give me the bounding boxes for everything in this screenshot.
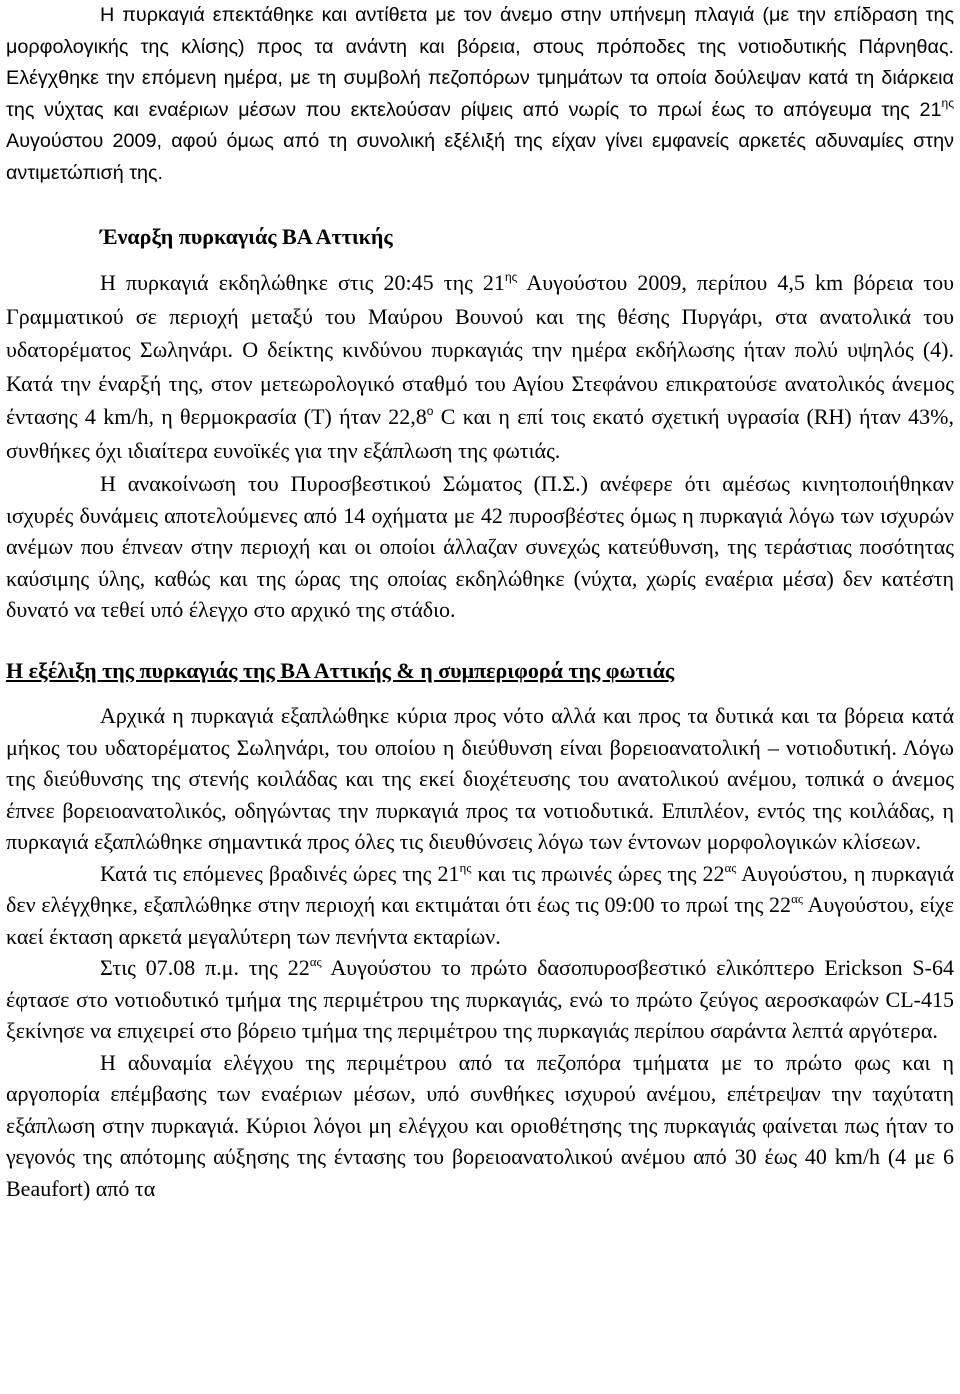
superscript-ordinal: ας [309,954,322,969]
section-heading-fire-evolution: Η εξέλιξη της πυρκαγιάς της ΒΑ Αττικής & η συμπεριφορά της φωτιάς [6,657,675,683]
paragraph-fire-spread: Η πυρκαγιά επεκτάθηκε και αντίθετα με τον άνεμο στην υπήνεμη πλαγιά (με την επίδραση της μορφολογικής της κλίσης) προς τα ανάντη και βόρεια, στους πρόποδες της νοτιοδυτικής Πάρνηθας. Ελέγχθηκε την επόμενη ημέρα, με τη συμβολή πεζοπόρων τμημάτων τα οποία δούλεψαν κατά τη διάρκεια της νύχτας και εναέριων μέσων που εκτελούσαν ρίψεις από νωρίς το πρωί έως το απόγευμα της $21^{\eta\varsigma}$ Αυγούστου 2009, αφού όμως από τη συνολική εξέλιξή της είχαν γίνει εμφανείς αρκετές αδυναμίες στην αντιμετώπισή της. [6,4,954,184]
superscript-ordinal: ης [941,95,954,110]
paragraph-control-failure: Η αδυναμία ελέγχου της περιμέτρου από τα πεζοπόρα τμήματα με το πρώτο φως και η αργοπορία επέμβασης των εναέριων μέσων, υπό συνθήκες ισχυρού ανέμου, επέτρεψαν την ταχύτατη εξάπλωση στην πυρκαγιά. Κύριοι λόγοι μη ελέγχου και οριοθέτησης της πυρκαγιάς φαίνεται πως ήταν το γεγονός της απότομης αύξησης της έντασης του βορειοανατολικού ανέμου από 30 έως 40 km/h (4 με 6 Beaufort) από τα [6,1049,954,1201]
superscript-ordinal: ας [724,859,737,875]
superscript-ordinal: ης [504,270,518,284]
section-heading-fire-start: Έναρξη πυρκαγιάς ΒΑ Αττικής [100,223,393,249]
paragraph-aerial-arrival: Στις 07.08 π.μ. της $22^{\alpha\varsigma}$ Αυγούστου το πρώτο δασοπυροσβεστικό ελικόπτερο Erickson S-64 έφτασε στο νοτιοδυτικό τμήμα της περιμέτρου της πυρκαγιάς, ενώ το πρώτο ζεύγος αεροσκαφών CL-415 ξεκίνησε να επιχειρεί στο βόρειο τμήμα της περιμέτρου της πυρκαγιάς περίπου σαράντα λεπτά αργότερα. [6,954,954,1043]
superscript-ordinal: ας [791,891,804,906]
superscript-ordinal: ης [459,859,472,875]
superscript-degree: o [426,404,434,418]
document-page [6,0,954,1204]
paragraph-initial-spread: Αρχικά η πυρκαγιά εξαπλώθηκε κύρια προς νότο αλλά και προς τα δυτικά και τα βόρεια κατά μήκος του υδατορέματος Σωληνάρι, του οποίου η διεύθυνση είναι βορειοανατολική – νοτιοδυτική. Λόγω της διεύθυνσης της στενής κοιλάδας και της εκεί διοχέτευσης του ανατολικού ανέμου, τοπικά ο άνεμος έπνεε βορειοανατολικός, οδηγώντας την πυρκαγιά προς τα νοτιοδυτικά. Επιπλέον, εντός της κοιλάδας, η πυρκαγιά εξαπλώθηκε σημαντικά προς όλες τις διευθύνσεις λόγω των έντονων μορφολογικών κλίσεων. [6,703,954,854]
paragraph-fire-start: Η πυρκαγιά εκδηλώθηκε στις 20:45 της $21^{\eta\varsigma}$ Αυγούστου 2009, περίπου 4,5 km βόρεια του Γραμματικού σε περιοχή μεταξύ του Μαύρου Βουνού και της θέσης Πυργάρι, στα ανατολικά του υδατορέματος Σωληνάρι. Ο δείκτης κινδύνου πυρκαγιάς την ημέρα εκδήλωσης ήταν πολύ υψηλός (4). Κατά την έναρξή της, στον μετεωρολογικό σταθμό του Αγίου Στεφάνου επικρατούσε ανατολικός άνεμος έντασης 4 km/h, η θερμοκρασία (T) ήταν 22,8$^o$ C και η επί τοις εκατό σχετική υγρασία (RH) ήταν 43%, συνθήκες όχι ιδιαίτερα ευνοϊκές για την εξάπλωση της φωτιάς. [6,270,954,463]
paragraph-fire-service-announcement: Η ανακοίνωση του Πυροσβεστικού Σώματος (Π.Σ.) ανέφερε ότι αμέσως κινητοποιήθηκαν ισχυρές δυνάμεις αποτελούμενες από 14 οχήματα με 42 πυροσβέστες όμως η πυρκαγιά λόγω των ισχυρών ανέμων που έπνεαν στην περιοχή και οι οποίοι άλλαζαν συνεχώς κατεύθυνση, της τεράστιας ποσότητας καύσιμης ύλης, καθώς και της ώρας της οποίας εκδηλώθηκε (νύχτα, χωρίς εναέρια μέσα) δεν κατέστη δυνατό να τεθεί υπό έλεγχο στο αρχικό της στάδιο. [6,471,954,622]
paragraph-evening-hours: Κατά τις επόμενες βραδινές ώρες της $21^{\eta\varsigma}$ και τις πρωινές ώρες της $22^{\alpha\varsigma}$ Αυγούστου, η πυρκαγιά δεν ελέγχθηκε, εξαπλώθηκε στην περιοχή και εκτιμάται ότι έως τις 09:00 το πρωί της $22^{\alpha\varsigma}$ Αυγούστου, είχε καεί έκταση αρκετά μεγαλύτερη των πενήντα εκταρίων. [6,859,955,949]
